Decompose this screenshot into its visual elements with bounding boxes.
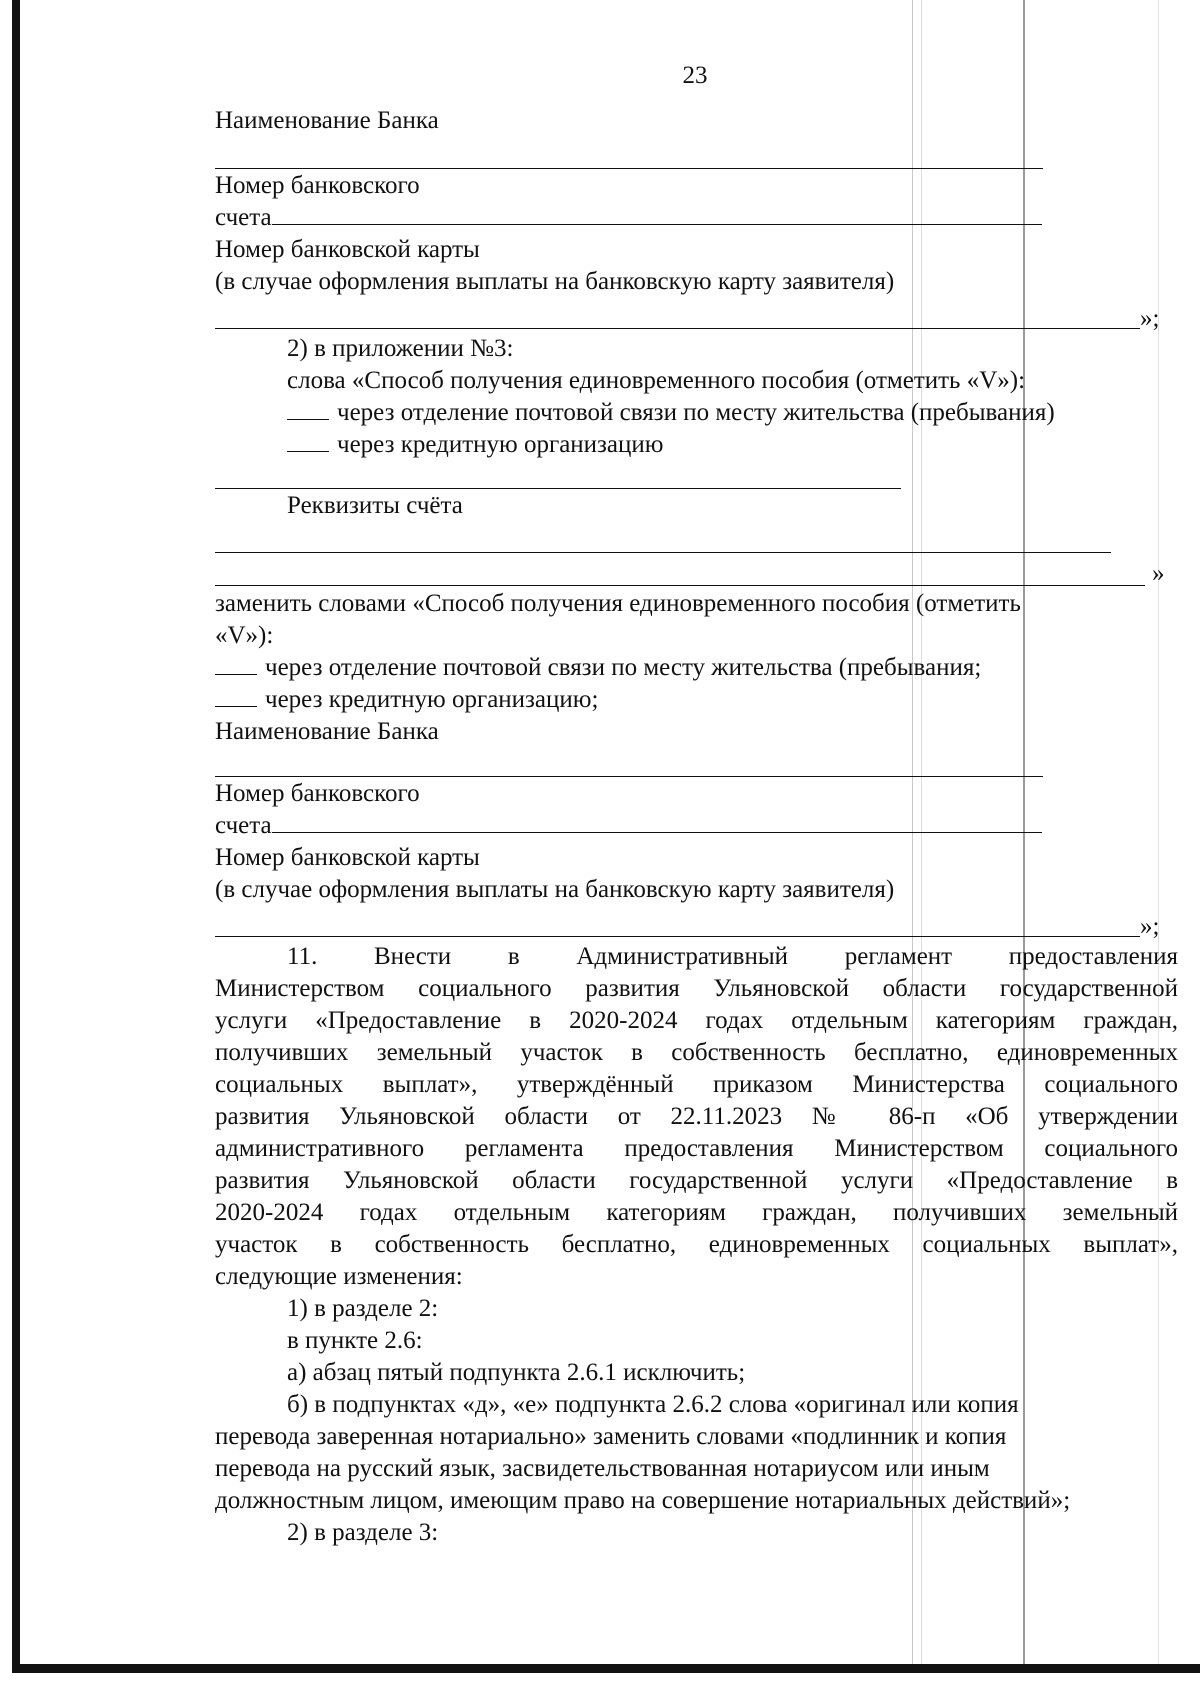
replace-line-1: заменить словами «Способ получения единовременного пособия (отметить <box>215 590 1021 617</box>
scan-border-bottom <box>12 1664 1200 1673</box>
sub-item-1: 1) в разделе 2: <box>287 1295 439 1322</box>
page-number: 23 <box>682 62 708 89</box>
replace-line-2: «V»): <box>215 622 274 649</box>
checkbox-blank-credit <box>215 684 257 707</box>
sub-item-1-b-line: перевода заверенная нотариально» заменить словами «подлинник и копия <box>215 1423 1007 1450</box>
bank-name-label: Наименование Банка <box>215 107 439 134</box>
bank-details-form-1 <box>215 105 1180 137</box>
item-2-words: слова «Способ получения единовременного пособия (отметить «V»): <box>287 367 1026 394</box>
bank-name-line <box>215 168 1043 169</box>
account-label: Номер банковского <box>215 780 420 807</box>
sub-item-1-a: а) абзац пятый подпункта 2.6.1 исключить; <box>287 1359 746 1386</box>
item-11-line: 2020-2024 годах отдельным категориям граждан, получивших земельный <box>215 1199 1178 1226</box>
checkbox-blank-post <box>287 397 329 420</box>
card-number-line <box>215 936 1140 937</box>
account-label-cont: счета <box>215 812 272 839</box>
account-label-cont: счета <box>215 204 272 231</box>
account-line <box>272 810 1042 833</box>
sub-item-2: 2) в разделе 3: <box>287 1519 439 1546</box>
card-note: (в случае оформления выплаты на банковскую карту заявителя) <box>215 268 895 295</box>
bank-name-line <box>215 776 1043 777</box>
checkbox-blank-credit <box>287 429 329 452</box>
replacement-text <box>215 588 1180 748</box>
checkbox-blank-post <box>215 652 257 675</box>
requisites-line-1 <box>215 552 1111 553</box>
card-note: (в случае оформления выплаты на банковскую карту заявителя) <box>215 876 895 903</box>
item-11-line: развития Ульяновской области государственной услуги «Предоставление в <box>215 1167 1178 1194</box>
item-2-heading: 2) в приложении №3: <box>287 335 514 362</box>
item-11-line: следующие изменения: <box>215 1263 463 1290</box>
item-11-line: 11. Внести в Административный регламент предоставления <box>287 943 1178 970</box>
option-credit: через кредитную организацию; <box>265 686 599 713</box>
blank-line <box>215 488 901 489</box>
account-label: Номер банковского <box>215 172 420 199</box>
sub-item-1-b-line: перевода на русский язык, засвидетельствованная нотариусом или иным <box>215 1455 990 1482</box>
item-11-line: услуги «Предоставление в 2020-2024 годах отдельным категориям граждан, <box>215 1007 1178 1034</box>
item-11-line: Министерством социального развития Ульяновской области государственной <box>215 975 1178 1002</box>
requisites-line-2 <box>215 585 1145 586</box>
requisites-label: Реквизиты счёта <box>287 492 463 519</box>
item-11-line: развития Ульяновской области от 22.11.2023 № 86-п «Об утверждении <box>215 1103 1178 1130</box>
sub-item-1-point: в пункте 2.6: <box>287 1327 423 1354</box>
card-label: Номер банковской карты <box>215 844 480 871</box>
sub-item-1-b-line: должностным лицом, имеющим право на совершение нотариальных действий»; <box>215 1487 1071 1514</box>
scan-border-left <box>12 0 20 1672</box>
item-11 <box>215 941 1178 1549</box>
option-credit: через кредитную организацию <box>337 431 664 458</box>
item-2 <box>215 333 1180 461</box>
quote-end-mark: » <box>1152 560 1165 587</box>
option-post: через отделение почтовой связи по месту жительства (пребывания) <box>337 399 1055 426</box>
card-number-line <box>215 328 1140 329</box>
item-11-line: административного регламента предоставления Министерством социального <box>215 1135 1178 1162</box>
section-end-mark: »; <box>1140 305 1160 332</box>
sub-item-1-b-line: б) в подпунктах «д», «е» подпункта 2.6.2 слова «оригинал или копия <box>287 1391 1019 1418</box>
item-11-line: участок в собственность бесплатно, единовременных социальных выплат», <box>215 1231 1178 1258</box>
item-11-line: получивших земельный участок в собственность бесплатно, единовременных <box>215 1039 1178 1066</box>
account-line <box>272 202 1042 225</box>
section-end-mark: »; <box>1140 913 1160 940</box>
bank-name-label: Наименование Банка <box>215 718 439 745</box>
item-11-line: социальных выплат», утверждённый приказом Министерства социального <box>215 1071 1178 1098</box>
option-post: через отделение почтовой связи по месту жительства (пребывания; <box>265 654 982 681</box>
card-label: Номер банковской карты <box>215 236 480 263</box>
